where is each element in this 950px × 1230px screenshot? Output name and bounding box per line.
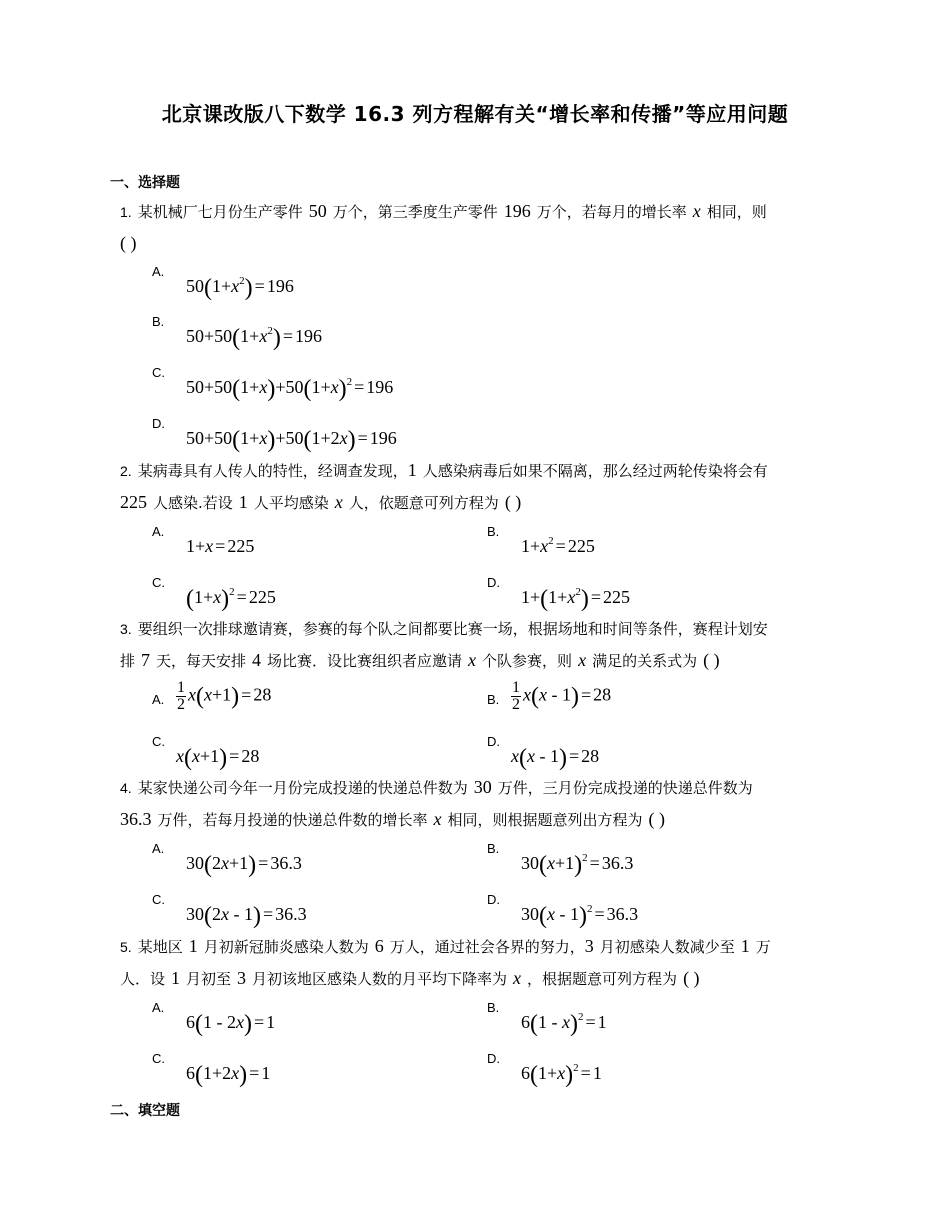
question-4 [120, 772, 842, 836]
question-number: 5. [120, 939, 132, 955]
question-text: 相同，则根据题意列出方程为 [447, 811, 643, 829]
question-text: 月初至 [186, 970, 232, 988]
math-number: 7 [141, 650, 151, 670]
math-number: 1 [238, 492, 248, 512]
question-text: 万个，若每月的增长率 [536, 203, 687, 221]
question-2 [120, 455, 842, 519]
question-1 [120, 196, 842, 260]
math-number: 1 [407, 460, 417, 480]
answer-paren: ( ) [703, 650, 720, 670]
question-number: 4. [120, 780, 132, 796]
math-number: 1 [188, 936, 198, 956]
option-formula: x(x+1) = 28 [176, 745, 260, 771]
question-text: 某地区 [137, 938, 183, 956]
question-text: 月初感染人数减少至 [599, 938, 735, 956]
answer-paren: ( ) [683, 968, 700, 988]
option-label: B. [487, 1000, 500, 1015]
question-5 [120, 931, 842, 995]
question-text: 满足的关系式为 [592, 652, 698, 670]
page-title: 北京课改版八下数学 16.3 列方程解有关“增长率和传播”等应用问题 [161, 102, 789, 126]
question-number: 1. [120, 204, 132, 220]
question-text: 人感染病毒后如果不隔离，那么经过两轮传染将会有 [422, 462, 768, 480]
math-variable: x [334, 492, 343, 512]
question-text: 万个，第三季度生产零件 [332, 203, 498, 221]
math-number: 3 [584, 936, 594, 956]
question-text: 个队参赛，则 [482, 652, 573, 670]
option-label: A. [152, 264, 165, 279]
question-number: 3. [120, 621, 132, 637]
option-formula: $1+(1+x^2) = 225$ [521, 586, 630, 612]
math-number: 36.3 [120, 809, 152, 829]
option-formula: $30(x+1)^2 = 36.3$ [521, 852, 634, 878]
math-variable: x [578, 650, 587, 670]
section-heading-choice: 一、选择题 [110, 175, 180, 191]
option-formula: 1+x = 225 [186, 536, 255, 556]
answer-paren: ( ) [648, 809, 666, 829]
option-formula: 30(2x+1) = 36.3 [186, 852, 302, 878]
question-text: 人平均感染 [253, 494, 329, 512]
math-number: 30 [473, 777, 492, 797]
question-text: 月初新冠肺炎感染人数为 [203, 938, 369, 956]
math-number: 6 [374, 936, 384, 956]
option-label: B. [487, 692, 500, 707]
math-variable: x [692, 201, 701, 221]
math-number: 1 [740, 936, 750, 956]
option-formula: $50+50(1+x)+50(1+x)^2 = 196$ [186, 376, 394, 402]
option-formula: $50+50(1+x^2) = 196$ [186, 325, 322, 351]
option-label: D. [487, 1051, 500, 1066]
option-formula: 6(1 - 2x) = 1 [186, 1011, 276, 1037]
math-variable: x [468, 650, 477, 670]
math-number: 3 [237, 968, 247, 988]
option-formula: $50(1+x^2) = 196$ [186, 275, 294, 301]
math-variable: x [513, 968, 522, 988]
question-text: 排 [120, 652, 136, 670]
option-label: D. [152, 416, 165, 431]
option-formula: 6(1+2x) = 1 [186, 1062, 271, 1088]
question-text: 万人，通过社会各界的努力， [389, 938, 585, 956]
option-label: A. [152, 524, 165, 539]
option-formula: $6(1+x)^2 = 1$ [521, 1062, 602, 1088]
question-text: 某病毒具有人传人的特性，经调查发现， [137, 462, 408, 480]
math-variable: x [433, 809, 442, 829]
question-text: 万件，三月份完成投递的快递总件数为 [497, 779, 753, 797]
option-label: D. [487, 575, 500, 590]
option-label: C. [152, 365, 165, 380]
option-label: C. [152, 892, 165, 907]
question-text: 某机械厂七月份生产零件 [137, 203, 303, 221]
math-number: 50 [308, 201, 327, 221]
option-formula: $\frac{1}{2}$ x(x - 1) = 28 [512, 679, 612, 713]
question-text: 人，依题意可列方程为 [348, 494, 499, 512]
option-label: D. [487, 734, 500, 749]
math-number: 196 [503, 201, 531, 221]
question-3 [120, 614, 842, 677]
question-text: 场比赛．设比赛组织者应邀请 [267, 652, 463, 670]
question-text: 要组织一次排球邀请赛，参赛的每个队之间都要比赛一场，根据场地和时间等条件，赛程计划安 [137, 620, 768, 638]
question-text: 相同，则 [706, 203, 767, 221]
question-text: 月初该地区感染人数的月平均下降率为 [252, 970, 508, 988]
math-number: 1 [171, 968, 181, 988]
option-formula: $1+x^2 = 225$ [521, 535, 595, 556]
question-text: 人．设 [120, 970, 166, 988]
option-formula: x(x - 1) = 28 [511, 745, 600, 771]
option-formula: $(1+x)^2 = 225$ [186, 586, 276, 612]
option-label: D. [487, 892, 500, 907]
option-label: C. [152, 734, 165, 749]
question-number: 2. [120, 463, 132, 479]
option-label: C. [152, 575, 165, 590]
option-label: B. [487, 841, 500, 856]
option-label: C. [152, 1051, 165, 1066]
section-heading-fill: 二、填空题 [110, 1103, 180, 1119]
question-text: 天，每天安排 [156, 652, 247, 670]
option-formula: 50+50(1+x)+50(1+2x) = 196 [186, 427, 397, 453]
option-label: B. [152, 314, 165, 329]
answer-paren: ( ) [120, 233, 137, 253]
option-label: A. [152, 841, 165, 856]
math-number: 225 [120, 492, 147, 512]
question-text: 人感染.若设 [153, 494, 233, 512]
math-number: 4 [252, 650, 262, 670]
option-formula: 30(x - 1)$^2$ = 36.3 [521, 903, 639, 929]
question-text: ，根据题意可列方程为 [527, 970, 678, 988]
option-formula: 6(1 - x)$^2$ = 1 [521, 1011, 607, 1037]
option-label: A. [152, 1000, 165, 1015]
option-label: A. [152, 692, 165, 707]
option-formula: $\frac{1}{2}$ x(x+1) = 28 [177, 679, 272, 713]
answer-paren: ( ) [504, 492, 522, 512]
question-text: 万 [755, 938, 771, 956]
question-text: 某家快递公司今年一月份完成投递的快递总件数为 [137, 779, 468, 797]
option-label: B. [487, 524, 500, 539]
question-text: 万件，若每月投递的快递总件数的增长率 [157, 811, 428, 829]
option-formula: 30(2x - 1) = 36.3 [186, 903, 307, 929]
